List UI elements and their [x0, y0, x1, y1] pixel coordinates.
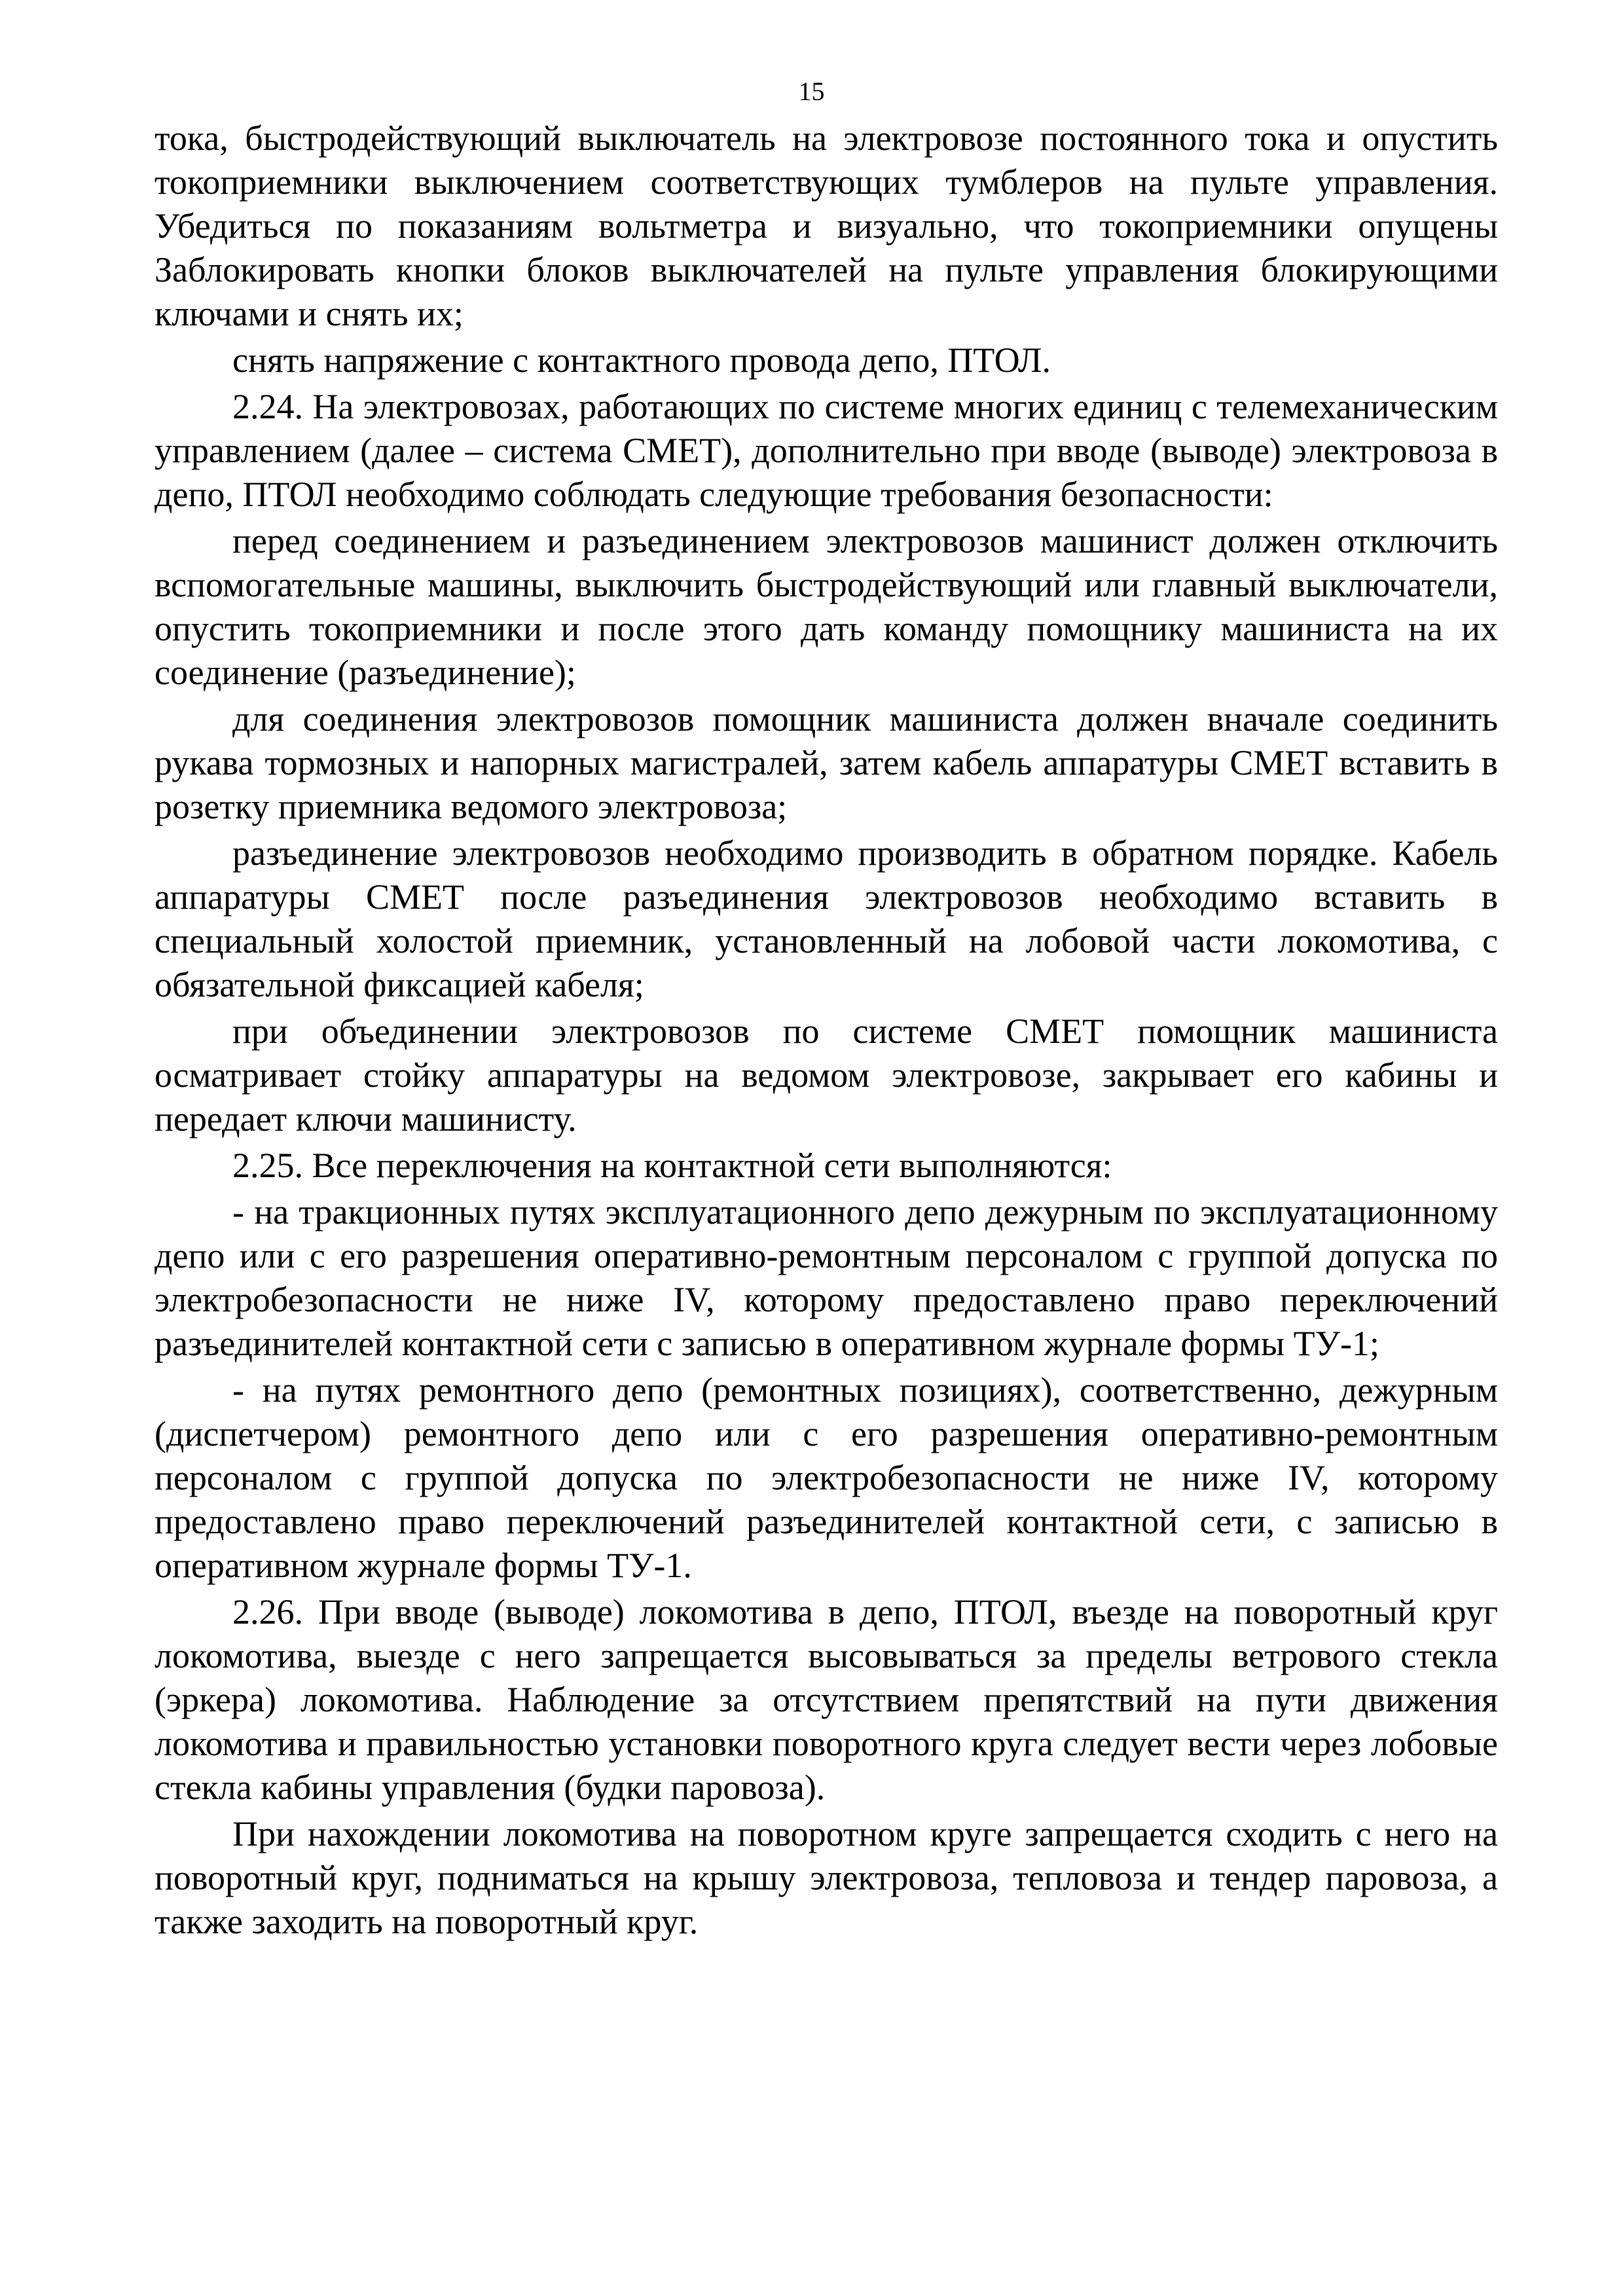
paragraph-smet-merge: при объединении электровозов по системе СМЕТ помощник машиниста осматривает стойку аппаратуры на ведомом электровозе, закрывает его кабины и передает ключи машинисту.	[155, 1011, 1498, 1139]
paragraph-2-26: 2.26. При вводе (выводе) локомотива в депо, ПТОЛ, въезде на поворотный круг локомотива, выезде с него запрещается высовываться за пределы ветрового стекла (эркера) локомотива. Наблюдение за отсутствием препятствий на пути движения локомотива и правильностью установки поворотного круга следует вести через лобовые стекла кабины управления (будки паровоза).	[155, 1592, 1498, 1807]
list-item-traction-tracks: - на тракционных путях эксплуатационного депо дежурным по эксплуатационному депо или с его разрешения оперативно-ремонтным персоналом с группой допуска по электробезопасности не ниже IV, которому предоставлено право переключений разъединителей контактной сети с записью в оперативном журнале формы ТУ-1;	[155, 1192, 1498, 1363]
paragraph-continuation: тока, быстродействующий выключатель на электровозе постоянного тока и опустить токоприемники выключением соответствующих тумблеров на пульте управления. Убедиться по показаниям вольтметра и визуально, что токоприемники опущены Заблокировать кнопки блоков выключателей на пульте управления блокирующими ключами и снять их;	[155, 118, 1498, 333]
paragraph-2-25: 2.25. Все переключения на контактной сети выполняются:	[232, 1146, 1112, 1185]
paragraph-remove-voltage: снять напряжение с контактного провода депо, ПТОЛ.	[232, 340, 1051, 380]
paragraph-disconnection: разъединение электровозов необходимо производить в обратном порядке. Кабель аппаратуры СМЕТ после разъединения электровозов необходимо вставить в специальный холостой приемник, установленный на лобовой части локомотива, с обязательной фиксацией кабеля;	[155, 833, 1498, 1004]
paragraph-2-24: 2.24. На электровозах, работающих по системе многих единиц с телемеханическим управлением (далее – система СМЕТ), дополнительно при вводе (выводе) электровоза в депо, ПТОЛ необходимо соблюдать следующие требования безопасности:	[155, 387, 1498, 514]
document-body	[155, 117, 1498, 1944]
paragraph-before-connection: перед соединением и разъединением электровозов машинист должен отключить вспомогательные машины, выключить быстродействующий или главный выключатели, опустить токоприемники и после этого дать команду помощнику машиниста на их соединение (разъединение);	[155, 521, 1498, 692]
paragraph-turntable: При нахождении локомотива на поворотном круге запрещается сходить с него на поворотный круг, подниматься на крышу электровоза, тепловоза и тендер паровоза, а также заходить на поворотный круг.	[155, 1814, 1498, 1941]
list-item-repair-tracks: - на путях ремонтного депо (ремонтных позициях), соответственно, дежурным (диспетчером) ремонтного депо или с его разрешения оперативно-ремонтным персоналом с группой допуска по электробезопасности не ниже IV, которому предоставлено право переключений разъединителей контактной сети, с записью в оперативном журнале формы ТУ-1.	[155, 1370, 1498, 1585]
paragraph-for-connection: для соединения электровозов помощник машиниста должен вначале соединить рукава тормозных и напорных магистралей, затем кабель аппаратуры СМЕТ вставить в розетку приемника ведомого электровоза;	[155, 699, 1498, 826]
page-number: 15	[798, 77, 825, 106]
